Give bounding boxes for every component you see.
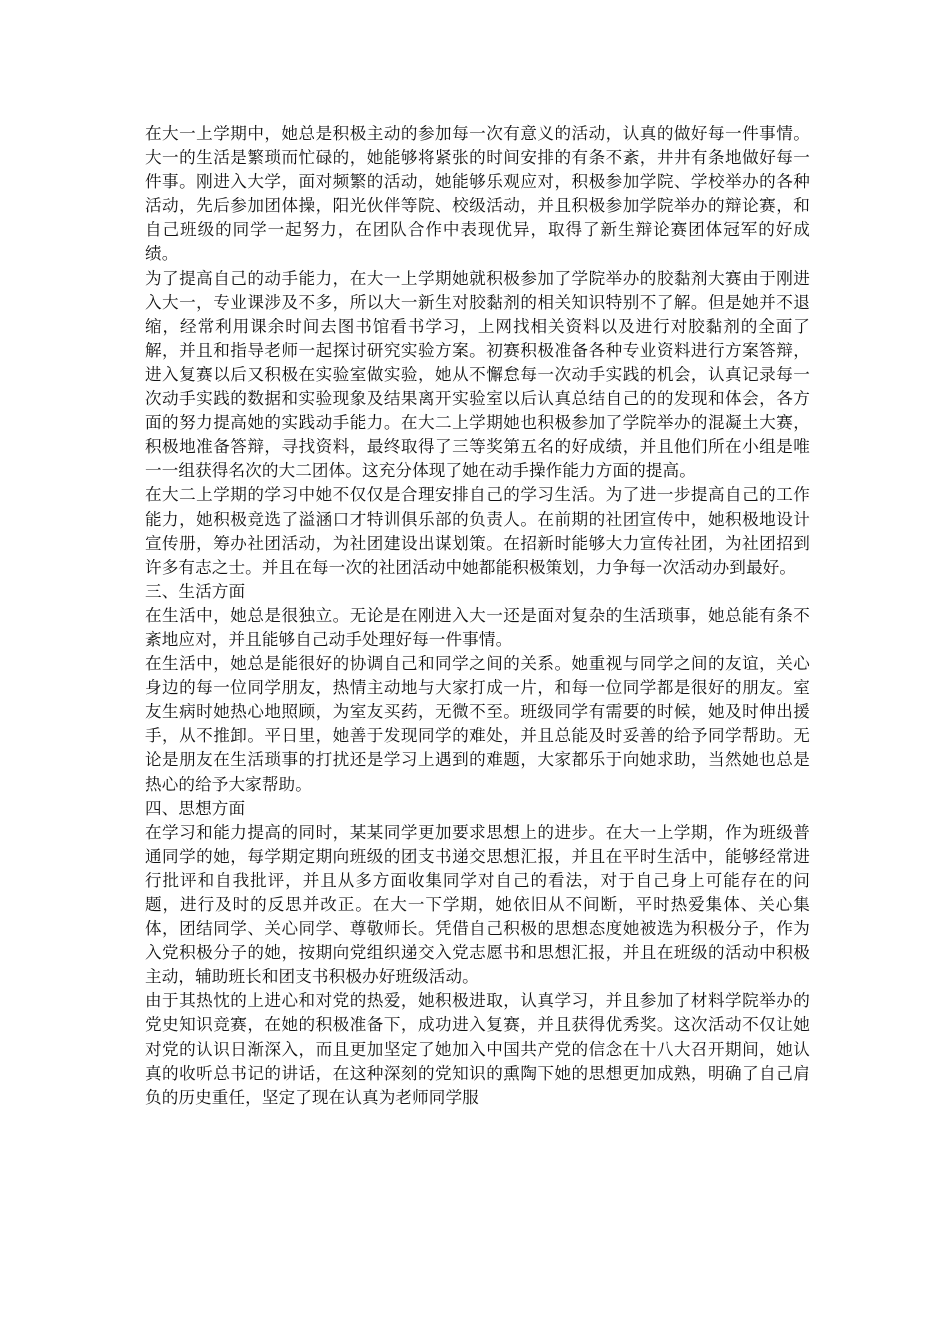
document-body — [145, 122, 810, 1110]
paragraph-thought-progress: 在学习和能力提高的同时，某某同学更加要求思想上的进步。在大一上学期，作为班级普通同学的她，每学期定期向班级的团支书递交思想汇报，并且在平时生活中，能够经常进行批评和自我批评，并且从多方面收集同学对自己的看法，对于自己身上可能存在的问题，进行及时的反思并改正。在大一下学期，她依旧从不间断，平时热爱集体、关心集体，团结同学、关心同学、尊敬师长。凭借自己积极的思想态度她被选为积极分子，作为入党积极分子的她，按期向党组织递交入党志愿书和思想汇报，并且在班级的活动中积极主动，辅助班长和团支书积极办好班级活动。 — [145, 822, 810, 987]
paragraph-life-relationships: 在生活中，她总是能很好的协调自己和同学之间的关系。她重视与同学之间的友谊，关心身边的每一位同学朋友，热情主动地与大家打成一片，和每一位同学都是很好的朋友。室友生病时她热心地照顾，为室友买药，无微不至。班级同学有需要的时候，她及时伸出援手，从不推卸。平日里，她善于发现同学的难处，并且总能及时妥善的给予同学帮助。无论是朋友在生活琐事的打扰还是学习上遇到的难题，大家都乐于向她求助，当然她也总是热心的给予大家帮助。 — [145, 654, 810, 794]
paragraph-hands-on-ability: 为了提高自己的动手能力，在大一上学期她就积极参加了学院举办的胶黏剂大赛由于刚进入大一，专业课涉及不多，所以大一新生对胶黏剂的相关知识特别不了解。但是她并不退缩，经常利用课余时间去图书馆看书学习，上网找相关资料以及进行对胶黏剂的全面了解，并且和指导老师一起探讨研究实验方案。初赛积极准备各种专业资料进行方案答辩，进入复赛以后又积极在实验室做实验，她从不懈怠每一次动手实践的机会，认真记录每一次动手实践的数据和实验现象及结果离开实验室以后认真总结自己的的发现和体会，各方面的努力提高她的实践动手能力。在大二上学期她也积极参加了学院举办的混凝土大赛，积极地准备答辩，寻找资料，最终取得了三等奖第五名的好成绩，并且他们所在小组是唯一一组获得名次的大二团体。这充分体现了她在动手操作能力方面的提高。 — [145, 268, 810, 481]
paragraph-life-independent: 在生活中，她总是很独立。无论是在刚进入大一还是面对复杂的生活琐事，她总能有条不紊地应对，并且能够自己动手处理好每一件事情。 — [145, 605, 810, 649]
section-heading-thought: 四、思想方面 — [145, 798, 246, 818]
paragraph-freshman-activities: 在大一上学期中，她总是积极主动的参加每一次有意义的活动，认真的做好每一件事情。大一的生活是繁琐而忙碌的，她能够将紧张的时间安排的有条不紊，井井有条地做好每一件事。刚进入大学，面对频繁的活动，她能够乐观应对，积极参加学院、学校举办的各种活动，先后参加团体操，阳光伙伴等院、校级活动，并且积极参加学院举办的辩论赛，和自己班级的同学一起努力，在团队合作中表现优异，取得了新生辩论赛团体冠军的好成绩。 — [145, 124, 810, 264]
paragraph-club-work: 在大二上学期的学习中她不仅仅是合理安排自己的学习生活。为了进一步提高自己的工作能力，她积极竞选了溢涵口才特训俱乐部的负责人。在前期的社团宣传中，她积极地设计宣传册，筹办社团活动，为社团建设出谋划策。在招新时能够大力宣传社团，为社团招到许多有志之士。并且在每一次的社团活动中她都能积极策划，力争每一次活动办到最好。 — [145, 485, 810, 577]
section-heading-life: 三、生活方面 — [145, 581, 246, 601]
paragraph-party-enthusiasm: 由于其热忱的上进心和对党的热爱，她积极进取，认真学习，并且参加了材料学院举办的党史知识竞赛，在她的积极准备下，成功进入复赛，并且获得优秀奖。这次活动不仅让她对党的认识日渐深入，而且更加坚定了她加入中国共产党的信念在十八大召开期间，她认真的收听总书记的讲话，在这种深刻的党知识的熏陶下她的思想更加成熟，明确了自己肩负的历史重任，坚定了现在认真为老师同学服 — [145, 991, 810, 1107]
